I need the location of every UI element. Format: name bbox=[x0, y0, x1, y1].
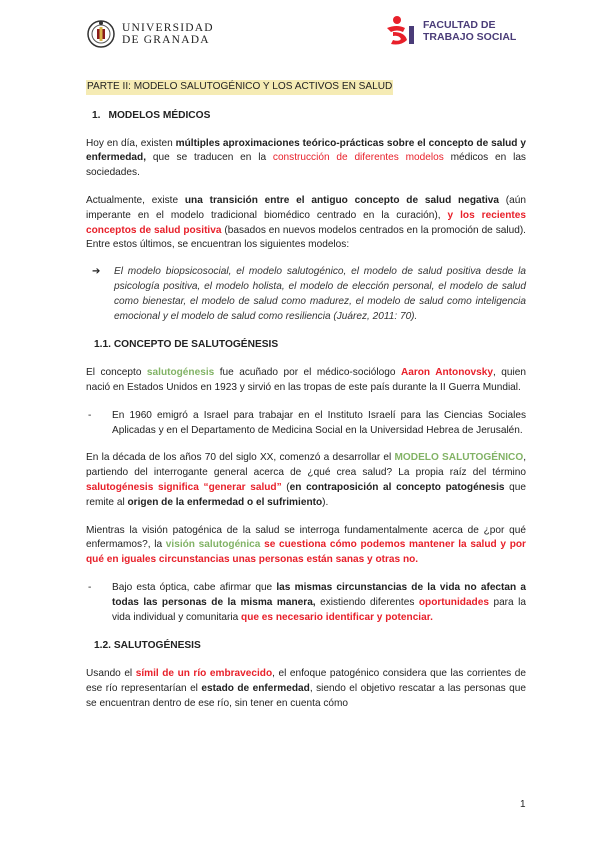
paragraph-intro: Hoy en día, existen múltiples aproximaciones teórico-prácticas sobre el concepto de salud y enfermedad, que se traducen en la construcción de diferentes modelos médicos en las sociedades. bbox=[86, 137, 526, 179]
arrow-icon: ➔ bbox=[92, 266, 101, 278]
faculty-name-line1: FACULTAD DE bbox=[423, 19, 496, 31]
paragraph-rio: Usando el símil de un río embravecido, el enfoque patogénico considera que las corrientes de ese río representarían el estado de enfermedad, siendo el objetivo rescatar a las personas que se encuentran dentro de ese río, sin tener en cuenta cómo bbox=[86, 668, 526, 709]
university-name-line2: DE GRANADA bbox=[122, 34, 210, 46]
section-heading-concepto-salutogenesis: 1.1. CONCEPTO DE SALUTOGÉNESIS bbox=[94, 339, 279, 351]
section-heading-salutogenesis: 1.2. SALUTOGÉNESIS bbox=[94, 640, 201, 652]
models-quote bbox=[92, 265, 526, 324]
university-crest-icon bbox=[86, 19, 116, 49]
paragraph-transition: Actualmente, existe una transición entre el antiguo concepto de salud negativa (aún imperante en el modelo tradicional biomédico centrado en la curación), y los recientes conceptos de salud positiva (basados en nuevos modelos centrados en la promoción de salud). Entre estos últimos, se encuentran los siguientes modelos: bbox=[86, 194, 527, 251]
university-name-line1: UNIVERSIDAD bbox=[122, 22, 214, 34]
part-title: PARTE II: MODELO SALUTOGÉNICO Y LOS ACTIVOS EN SALUD bbox=[86, 80, 393, 95]
list-item-israel: - En 1960 emigró a Israel para trabajar en el Instituto Israelí para las Ciencias Sociales Aplicadas y en el Departamento de Medicina Social en la Universidad Hebrea de Jerusalén. bbox=[88, 409, 526, 436]
paragraph-modelo-salutogenico: En la década de los años 70 del siglo XX, comenzó a desarrollar el MODELO SALUTOGÉNICO, partiendo del interrogante general acerca de ¿qué crea salud? La propia raíz del término salutogénesis significa “generar salud” (en contraposición al concepto patogénesis que remite al origen de la enfermedad o el sufrimiento). bbox=[86, 452, 526, 508]
list-item-optica: - Bajo esta óptica, cabe afirmar que las mismas circunstancias de la vida no afectan a todas las personas de la misma manera, existiendo diferentes oportunidades para la vida individual y comunitaria que es necesario identificar y potenciar. bbox=[88, 581, 526, 623]
faculty-mark-icon bbox=[383, 14, 417, 48]
section-heading-modelos-medicos: 1. MODELOS MÉDICOS bbox=[92, 109, 211, 121]
page-number: 1 bbox=[520, 799, 526, 810]
document-body bbox=[86, 78, 526, 712]
paragraph-vision-salutogenica: Mientras la visión patogénica de la salud se interroga fundamentalmente acerca de ¿por qué enfermamos?, la visión salutogénica se cuestiona cómo podemos mantener la salud y por qué en iguales circunstancias unas personas están sanas y otras no. bbox=[86, 524, 526, 566]
models-quote-text: El modelo biopsicosocial, el modelo salutogénico, el modelo de salud positiva desde la psicología positiva, el modelo holista, el modelo de elección personal, el modelo de salud como bienestar, el modelo de salud como madurez, el modelo de salud como inteligencia emocional y el modelo de salud como resiliencia (Juárez, 2011: 70). bbox=[114, 266, 526, 322]
paragraph-antonovsky: El concepto salutogénesis fue acuñado por el médico-sociólogo Aaron Antonovsky, quien nació en Estados Unidos en 1923 y sirvió en las tropas de este país durante la II Guerra Mundial. bbox=[86, 367, 526, 393]
university-logo bbox=[86, 19, 214, 49]
faculty-name-line2: TRABAJO SOCIAL bbox=[423, 31, 517, 43]
faculty-logo bbox=[383, 14, 516, 48]
